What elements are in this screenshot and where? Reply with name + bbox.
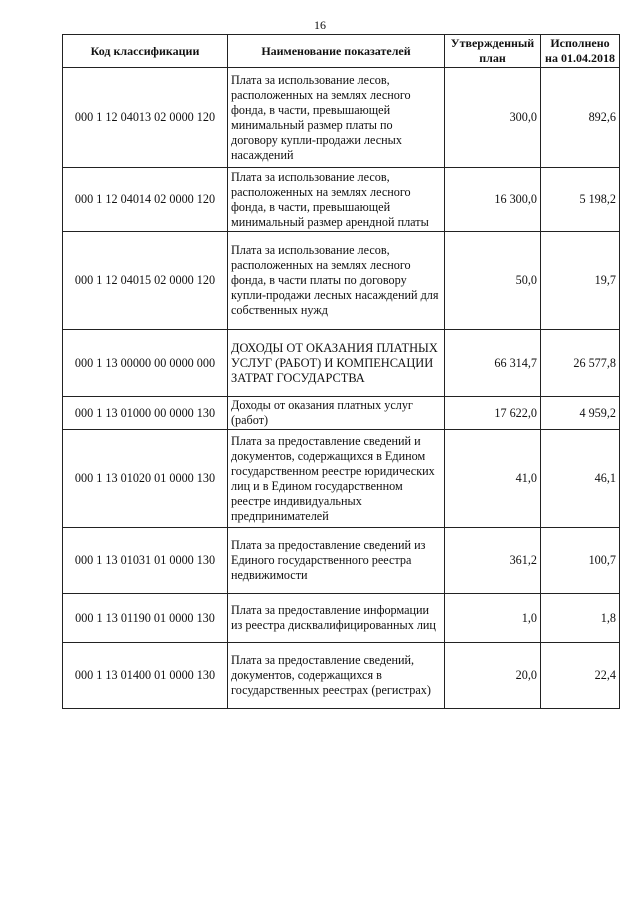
header-name: Наименование показателей [228, 35, 445, 68]
cell-code: 000 1 13 01031 01 0000 130 [63, 528, 228, 594]
cell-done: 1,8 [541, 594, 620, 643]
cell-plan: 41,0 [445, 430, 541, 528]
table-row [63, 643, 620, 709]
cell-done: 22,4 [541, 643, 620, 709]
header-code: Код классификации [63, 35, 228, 68]
table-row [63, 168, 620, 232]
page-number: 16 [314, 18, 326, 32]
table-row [63, 232, 620, 330]
cell-plan: 50,0 [445, 232, 541, 330]
cell-plan: 300,0 [445, 68, 541, 168]
table-row [63, 528, 620, 594]
cell-code: 000 1 13 01400 01 0000 130 [63, 643, 228, 709]
cell-code: 000 1 13 01190 01 0000 130 [63, 594, 228, 643]
budget-table [62, 34, 620, 709]
cell-done: 19,7 [541, 232, 620, 330]
cell-done: 892,6 [541, 68, 620, 168]
header-done: Исполнено на 01.04.2018 [541, 35, 620, 68]
header-plan: Утвержденный план [445, 35, 541, 68]
table-row [63, 330, 620, 397]
table-row [63, 594, 620, 643]
cell-done: 26 577,8 [541, 330, 620, 397]
cell-plan: 361,2 [445, 528, 541, 594]
cell-code: 000 1 12 04014 02 0000 120 [63, 168, 228, 232]
cell-code: 000 1 12 04013 02 0000 120 [63, 68, 228, 168]
cell-plan: 66 314,7 [445, 330, 541, 397]
cell-done: 4 959,2 [541, 397, 620, 430]
cell-code: 000 1 12 04015 02 0000 120 [63, 232, 228, 330]
cell-name: Плата за предоставление информации из реестра дисквалифицированных лиц [228, 594, 445, 643]
cell-name: Плата за использование лесов, расположенных на землях лесного фонда, в части, превышающей минимальный размер платы по договору купли-продажи лесных насаждений [228, 68, 445, 168]
table-header-row [63, 35, 620, 68]
cell-name: Доходы от оказания платных услуг (работ) [228, 397, 445, 430]
cell-name: ДОХОДЫ ОТ ОКАЗАНИЯ ПЛАТНЫХ УСЛУГ (РАБОТ) И КОМПЕНСАЦИИ ЗАТРАТ ГОСУДАРСТВА [228, 330, 445, 397]
cell-name: Плата за предоставление сведений, документов, содержащихся в государственных реестрах (регистрах) [228, 643, 445, 709]
cell-done: 100,7 [541, 528, 620, 594]
cell-name: Плата за использование лесов, расположенных на землях лесного фонда, в части платы по договору купли-продажи лесных насаждений для собственных нужд [228, 232, 445, 330]
cell-code: 000 1 13 01000 00 0000 130 [63, 397, 228, 430]
cell-done: 46,1 [541, 430, 620, 528]
cell-name: Плата за предоставление сведений из Единого государственного реестра недвижимости [228, 528, 445, 594]
cell-code: 000 1 13 01020 01 0000 130 [63, 430, 228, 528]
cell-code: 000 1 13 00000 00 0000 000 [63, 330, 228, 397]
cell-plan: 17 622,0 [445, 397, 541, 430]
cell-plan: 16 300,0 [445, 168, 541, 232]
table-row [63, 397, 620, 430]
table-row [63, 430, 620, 528]
cell-plan: 1,0 [445, 594, 541, 643]
cell-name: Плата за использование лесов, расположенных на землях лесного фонда, в части, превышающей минимальный размер арендной платы [228, 168, 445, 232]
cell-name: Плата за предоставление сведений и документов, содержащихся в Едином государственном реестре юридических лиц и в Едином государственном реестре индивидуальных предпринимателей [228, 430, 445, 528]
cell-done: 5 198,2 [541, 168, 620, 232]
cell-plan: 20,0 [445, 643, 541, 709]
table-row [63, 68, 620, 168]
